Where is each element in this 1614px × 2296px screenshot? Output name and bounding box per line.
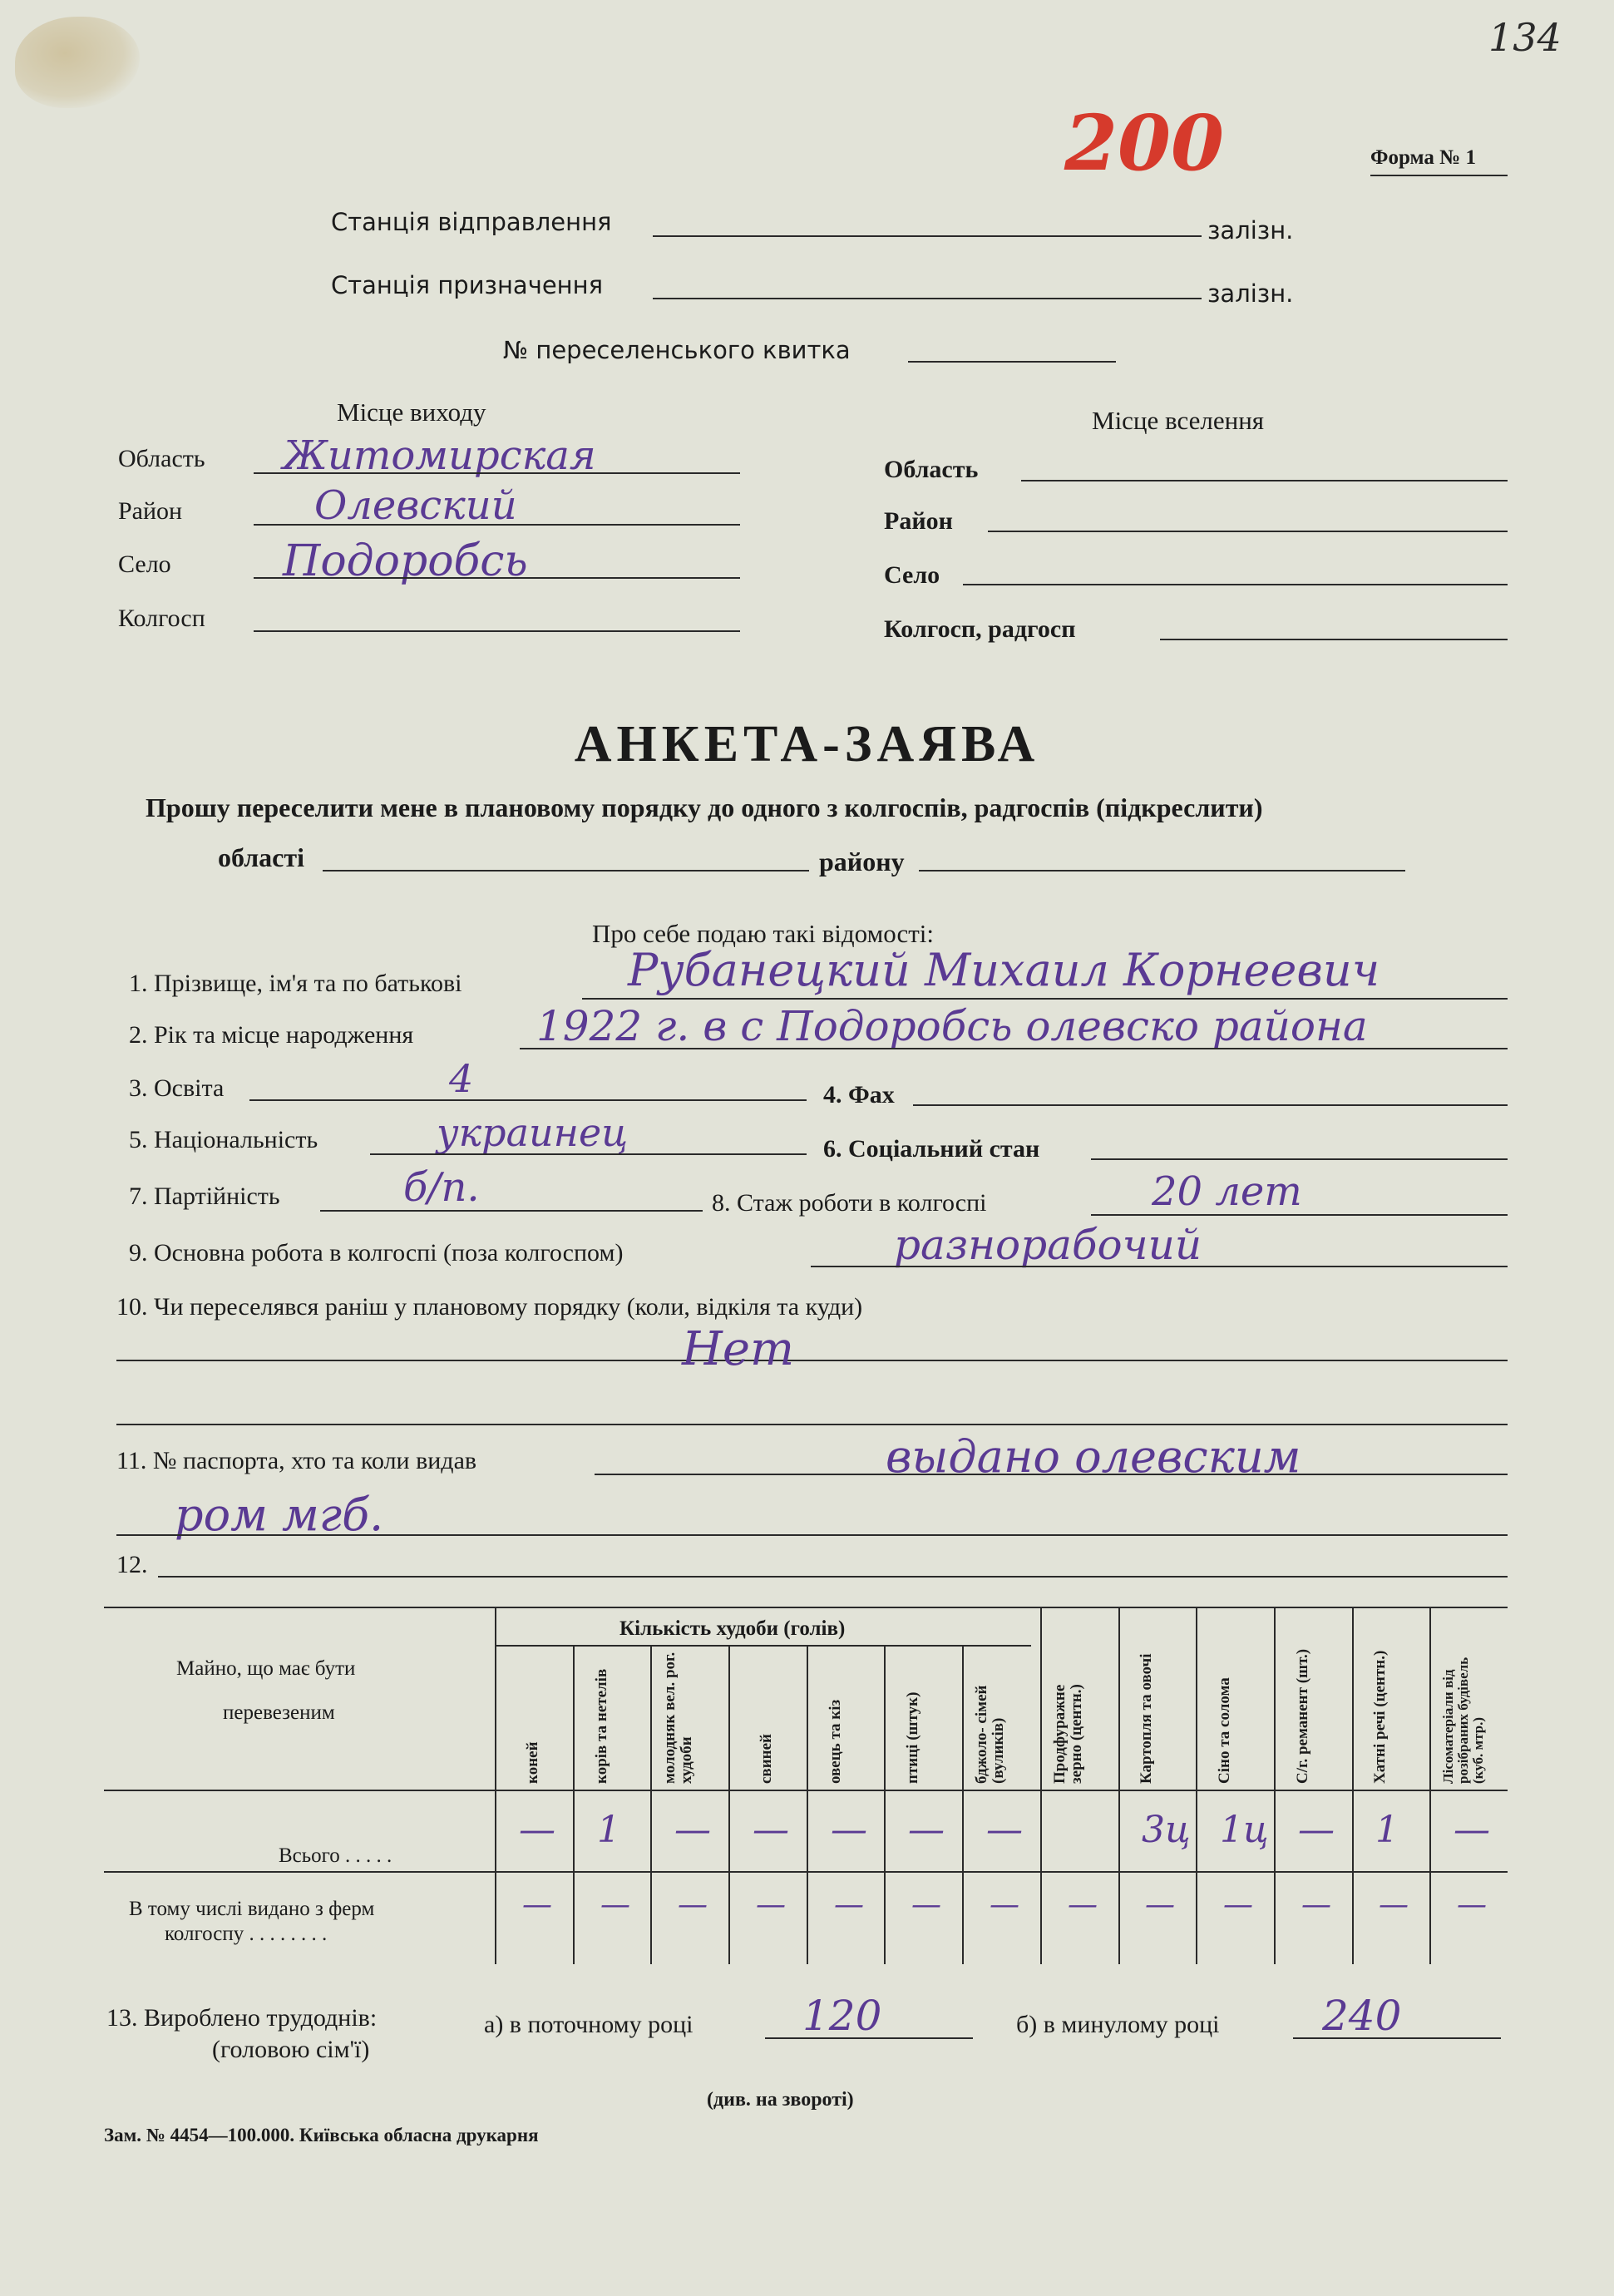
table-column-header: молодняк вел. рог. худоби	[661, 1652, 695, 1784]
row-total-cell: —	[1298, 1809, 1335, 1851]
destination-raion-line	[988, 531, 1508, 532]
workdays-label-1: 13. Вироблено трудоднів:	[106, 2004, 378, 2032]
row-total-cell: 3ц	[1142, 1809, 1191, 1851]
form-label-underline	[1370, 175, 1508, 176]
field-11-value-1: выдано олевским	[886, 1430, 1301, 1483]
destination-kolhosp-label: Колгосп, радгосп	[884, 615, 1076, 643]
row-total-cell: —	[1454, 1809, 1490, 1851]
row-total-cell: —	[519, 1809, 555, 1851]
form-title: АНКЕТА-ЗАЯВА	[574, 716, 1040, 773]
request-oblast-label: області	[218, 842, 304, 872]
row-total-cell: 1ц	[1220, 1809, 1269, 1851]
row-farm-cell: —	[1223, 1888, 1253, 1922]
row-farm-cell: —	[600, 1888, 630, 1922]
field-1-line	[582, 998, 1508, 1000]
table-column-divider	[1040, 1607, 1042, 1964]
row-farm-cell: —	[522, 1888, 552, 1922]
field-5-line	[370, 1153, 807, 1155]
table-column-divider	[573, 1645, 575, 1964]
field-6-label: 6. Соціальний стан	[823, 1135, 1040, 1163]
origin-selo-value: Подоробсь	[283, 536, 528, 586]
field-9-line	[811, 1266, 1508, 1267]
field-10-line-2	[116, 1424, 1508, 1425]
field-3-value: 4	[449, 1056, 474, 1101]
field-7-line	[320, 1210, 703, 1212]
railway-suffix-2: залізн.	[1207, 279, 1294, 308]
table-column-header: С/г. реманент (шт.)	[1294, 1648, 1311, 1784]
table-column-divider	[807, 1645, 808, 1964]
row-total-label: Всього . . . . .	[279, 1844, 392, 1867]
destination-heading: Місце вселення	[1092, 406, 1265, 435]
field-4-label: 4. Фах	[823, 1081, 895, 1108]
table-column-divider	[728, 1645, 730, 1964]
table-column-divider	[962, 1645, 964, 1964]
row-total-cell: 1	[597, 1809, 620, 1851]
workdays-current-value: 120	[802, 1992, 882, 2040]
origin-raion-line	[254, 524, 740, 526]
table-column-header: бджоло- сімей (вуликів)	[973, 1685, 1007, 1784]
departure-station-label: Станція відправлення	[331, 208, 612, 236]
workdays-previous-line	[1293, 2037, 1501, 2039]
livestock-header: Кількість худоби (голів)	[619, 1617, 846, 1640]
form-label: Форма № 1	[1370, 146, 1476, 169]
destination-oblast-label: Область	[884, 456, 979, 483]
row-total-cell: 1	[1375, 1809, 1399, 1851]
row-farm-label-2: колгоспу . . . . . . . .	[165, 1923, 328, 1945]
origin-selo-line	[254, 577, 740, 579]
request-raion-line	[919, 870, 1405, 871]
table-column-header: Картопля та овочі	[1138, 1653, 1155, 1784]
origin-kolhosp-line	[254, 630, 740, 632]
workdays-previous-label: б) в минулому році	[1016, 2011, 1220, 2038]
field-12-line	[158, 1576, 1508, 1578]
printer-info: Зам. № 4454—100.000. Київська обласна друкарня	[104, 2125, 539, 2145]
origin-selo-label: Село	[118, 551, 171, 578]
field-2-value: 1922 г. в с Подоробсь олевско района	[536, 1002, 1368, 1050]
table-column-divider	[1196, 1607, 1197, 1964]
workdays-current-label: а) в поточному році	[484, 2011, 693, 2038]
field-8-label: 8. Стаж роботи в колгоспі	[712, 1189, 987, 1217]
turn-over-note: (див. на звороті)	[707, 2089, 854, 2111]
row-total-cell: —	[753, 1809, 789, 1851]
field-1-label: 1. Прізвище, ім'я та по батькові	[129, 970, 462, 997]
table-row-divider	[104, 1871, 1508, 1873]
table-left-divider	[495, 1607, 496, 1964]
ticket-number-label: № переселенського квитка	[503, 336, 851, 364]
destination-station-label: Станція призначення	[331, 271, 604, 299]
origin-raion-value: Олевский	[314, 482, 517, 529]
field-7-value: б/п.	[403, 1164, 480, 1211]
field-10-line-1	[116, 1360, 1508, 1361]
row-farm-label-1: В тому числі видано з ферм	[129, 1898, 375, 1920]
field-3-label: 3. Освіта	[129, 1074, 225, 1102]
row-farm-cell: —	[911, 1888, 941, 1922]
row-farm-cell: —	[1145, 1888, 1175, 1922]
destination-oblast-line	[1021, 480, 1508, 481]
row-farm-cell: —	[834, 1888, 864, 1922]
field-11-line-2	[116, 1534, 1508, 1536]
archive-page-number: 134	[1488, 15, 1562, 60]
property-header-1: Майно, що має бути	[176, 1657, 356, 1680]
destination-station-line	[653, 298, 1202, 299]
request-oblast-line	[323, 870, 809, 871]
field-4-line	[913, 1104, 1508, 1106]
destination-raion-label: Район	[884, 507, 953, 535]
table-column-divider	[884, 1645, 886, 1964]
request-text: Прошу переселити мене в плановому порядку до одного з колгоспів, радгоспів (підкреслити)	[146, 792, 1263, 822]
field-10-label: 10. Чи переселявся раніш у плановому порядку (коли, відкіля та куди)	[116, 1293, 863, 1321]
table-column-header: корів та нетелів	[593, 1668, 610, 1784]
table-column-header: птиці (штук)	[904, 1691, 921, 1784]
ticket-number-line	[908, 361, 1116, 363]
property-header-2: перевезеним	[223, 1701, 335, 1724]
red-number: 200	[1064, 98, 1225, 188]
table-column-header: Продфуражне зерно (центн.)	[1051, 1684, 1085, 1784]
row-farm-cell: —	[1301, 1888, 1331, 1922]
field-11-value-2: ром мгб.	[175, 1489, 384, 1541]
origin-heading: Місце виходу	[337, 397, 486, 427]
table-column-divider	[1118, 1607, 1120, 1964]
railway-suffix-1: залізн.	[1207, 216, 1294, 244]
row-total-cell: —	[908, 1809, 945, 1851]
destination-selo-line	[963, 584, 1508, 585]
workdays-current-line	[765, 2037, 973, 2039]
table-column-divider	[1352, 1607, 1354, 1964]
origin-kolhosp-label: Колгосп	[118, 605, 205, 632]
row-total-cell: —	[674, 1809, 711, 1851]
field-2-label: 2. Рік та місце народження	[129, 1021, 414, 1049]
field-9-value: разнорабочий	[894, 1221, 1202, 1269]
field-11-line-1	[595, 1474, 1508, 1475]
destination-kolhosp-line	[1160, 639, 1508, 640]
table-column-header: Сіно та солома	[1216, 1677, 1233, 1784]
origin-oblast-label: Область	[118, 445, 205, 472]
row-total-cell: —	[831, 1809, 867, 1851]
row-total-cell: —	[986, 1809, 1023, 1851]
row-farm-cell: —	[1457, 1888, 1487, 1922]
destination-selo-label: Село	[884, 561, 940, 589]
field-10-value: Нет	[682, 1322, 795, 1376]
row-farm-cell: —	[1379, 1888, 1409, 1922]
field-7-label: 7. Партійність	[129, 1183, 280, 1210]
table-top-border	[104, 1607, 1508, 1608]
table-column-header: Лісоматеріали від розібраних будівель (куб. мтр.)	[1440, 1657, 1486, 1784]
origin-oblast-line	[254, 472, 740, 474]
field-12-label: 12.	[116, 1551, 148, 1578]
row-farm-cell: —	[678, 1888, 708, 1922]
row-farm-cell: —	[990, 1888, 1019, 1922]
field-5-value: украинец	[437, 1110, 629, 1155]
field-1-value: Рубанецкий Михаил Корнеевич	[628, 944, 1380, 996]
table-column-header: овець та кіз	[827, 1699, 844, 1784]
table-column-divider	[1429, 1607, 1431, 1964]
origin-raion-label: Район	[118, 497, 183, 525]
table-header-bottom	[104, 1790, 1508, 1791]
request-raion-label: району	[819, 847, 905, 876]
table-column-header: коней	[524, 1741, 541, 1784]
table-column-header: Хатні речі (центн.)	[1371, 1650, 1389, 1784]
workdays-previous-value: 240	[1322, 1992, 1402, 2040]
paper-stain	[15, 17, 140, 108]
intro-text: Про себе подаю такі відомості:	[592, 919, 935, 948]
field-2-line	[520, 1048, 1508, 1049]
field-9-label: 9. Основна робота в колгоспі (поза колгоспом)	[129, 1239, 624, 1267]
field-5-label: 5. Національність	[129, 1126, 318, 1153]
field-11-label: 11. № паспорта, хто та коли видав	[116, 1447, 477, 1474]
origin-oblast-value: Житомирская	[283, 432, 596, 479]
field-6-line	[1091, 1158, 1508, 1160]
departure-station-line	[653, 235, 1202, 237]
row-farm-cell: —	[1068, 1888, 1098, 1922]
workdays-label-2: (головою сім'ї)	[212, 2036, 370, 2063]
table-column-divider	[1274, 1607, 1276, 1964]
table-column-header: свиней	[758, 1734, 775, 1784]
table-column-divider	[650, 1645, 652, 1964]
field-3-line	[249, 1099, 807, 1101]
field-8-line	[1091, 1214, 1508, 1216]
row-farm-cell: —	[756, 1888, 786, 1922]
field-8-value: 20 лет	[1152, 1168, 1302, 1215]
